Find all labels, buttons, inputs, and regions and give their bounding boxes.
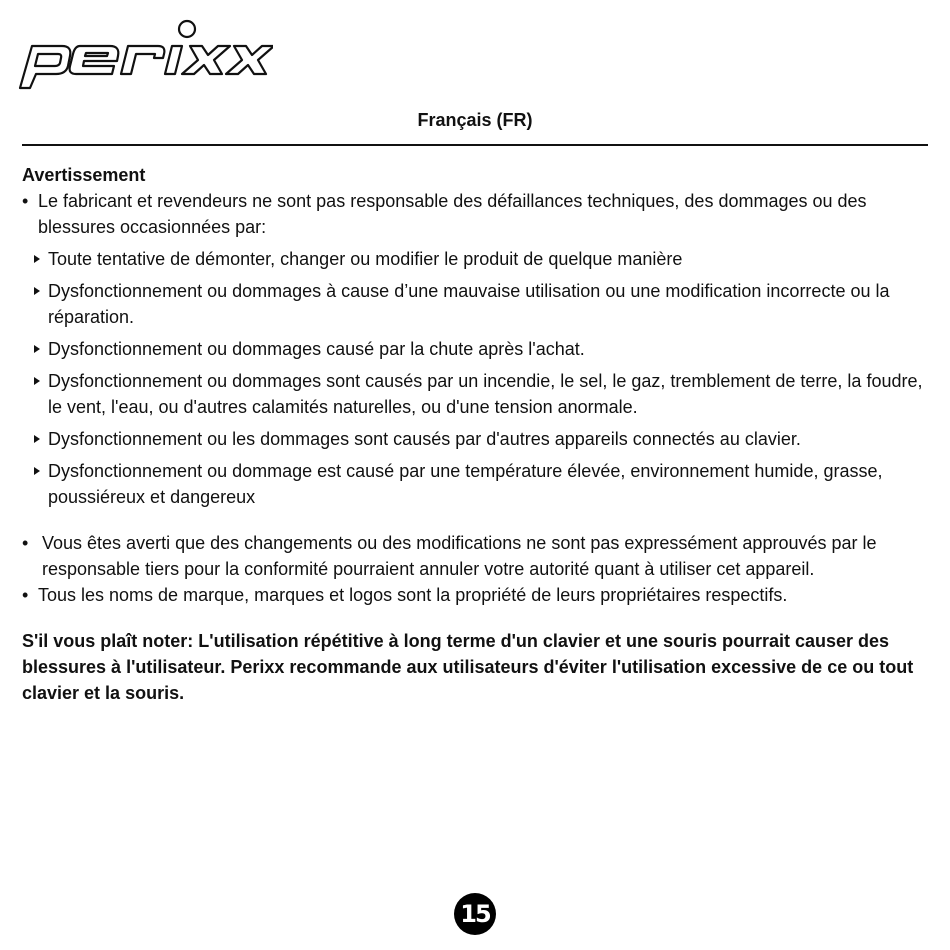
intro-text: Le fabricant et revendeurs ne sont pas responsable des défaillances techniques, des dommages ou des blessures occasionnées par:	[38, 191, 867, 237]
language-title: Français (FR)	[417, 110, 533, 130]
warning-section	[22, 162, 930, 706]
triangle-bullet-icon	[34, 377, 40, 385]
damage-cause-list	[22, 246, 930, 510]
bullet-dot-icon: •	[22, 585, 29, 605]
intro-bullet	[22, 188, 930, 240]
list-item	[28, 278, 930, 330]
warning-heading: Avertissement	[22, 165, 146, 185]
triangle-bullet-icon	[34, 345, 40, 353]
trademark-bullet	[22, 582, 930, 608]
list-item-text: Dysfonctionnement ou dommages sont causés par un incendie, le sel, le gaz, tremblement de terre, la foudre, le vent, l'eau, ou d'autres calamités naturelles, ou d'une tension anormale.	[48, 371, 923, 417]
list-item-text: Dysfonctionnement ou dommages causé par la chute après l'achat.	[48, 339, 585, 359]
bullet-dot-icon: •	[22, 533, 29, 553]
page-number: 15	[454, 893, 496, 935]
perixx-logo	[18, 18, 273, 92]
triangle-bullet-icon	[34, 435, 40, 443]
list-item-text: Dysfonctionnement ou dommage est causé par une température élevée, environnement humide, grasse, poussiéreux et dangereux	[48, 461, 883, 507]
list-item	[28, 426, 930, 452]
list-item-text: Dysfonctionnement ou dommages à cause d’une mauvaise utilisation ou une modification incorrecte ou la réparation.	[48, 281, 890, 327]
triangle-bullet-icon	[34, 255, 40, 263]
notice-text: Vous êtes averti que des changements ou des modifications ne sont pas expressément approuvés par le responsable tiers pour la conformité pourraient annuler votre autorité quant à utiliser cet appareil.	[42, 533, 877, 579]
header-divider	[22, 144, 928, 146]
notice-bullet	[22, 530, 930, 582]
list-item	[28, 246, 930, 272]
triangle-bullet-icon	[34, 287, 40, 295]
bullet-dot-icon: •	[22, 191, 29, 211]
list-item-text: Toute tentative de démonter, changer ou modifier le produit de quelque manière	[48, 249, 683, 269]
list-item	[28, 368, 930, 420]
list-item	[28, 336, 930, 362]
list-item-text: Dysfonctionnement ou les dommages sont causés par d'autres appareils connectés au clavier.	[48, 429, 801, 449]
list-item	[28, 458, 930, 510]
usage-note: S'il vous plaît noter: L'utilisation répétitive à long terme d'un clavier et une souris pourrait causer des blessures à l'utilisateur. Perixx recommande aux utilisateurs d'éviter l'utilisation excessive de ce ou tout clavier et la souris.	[22, 631, 914, 703]
triangle-bullet-icon	[34, 467, 40, 475]
trademark-text: Tous les noms de marque, marques et logos sont la propriété de leurs propriétaires respectifs.	[38, 585, 788, 605]
